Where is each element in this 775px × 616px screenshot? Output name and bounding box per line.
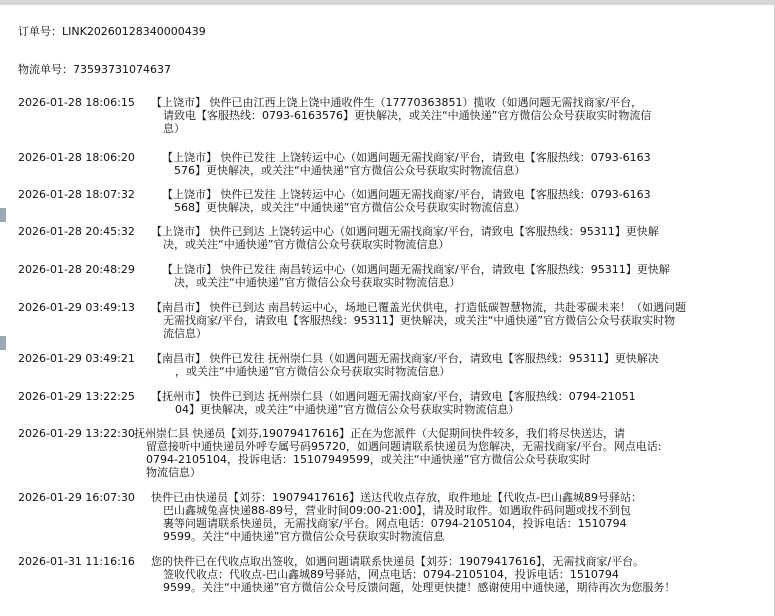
waybill-number-label: 物流单号： xyxy=(18,63,73,76)
event-time: 2026-01-28 18:07:32 xyxy=(18,188,135,201)
event-description-line: 裹等问题请联系快递员，无需找商家/平台。网点电话：0794-2105104，投诉电话：1510794 xyxy=(163,517,627,530)
left-edge-tab xyxy=(0,336,6,350)
event-description xyxy=(151,225,659,251)
waybill-number-value: 73593731074637 xyxy=(73,63,171,76)
event-description-line: 576】更快解决，或关注“中通快递”官方微信公众号获取实时物流信息） xyxy=(174,164,526,177)
event-description-line: 568】更快解决，或关注“中通快递”官方微信公众号获取实时物流信息） xyxy=(174,201,526,214)
event-description-line: 【上饶市】 快件已由江西上饶上饶中通收件生（17770363851）揽收（如遇问题无需找商家/平台， xyxy=(151,96,643,109)
top-border xyxy=(0,0,775,5)
event-description-line: 0794-2105104，投诉电话：15107949599，或关注“中通快递”官方微信公众号获取实时 xyxy=(146,453,591,466)
event-time: 2026-01-28 18:06:15 xyxy=(18,96,135,109)
event-description-line: 【上饶市】 快件已发往 上饶转运中心（如遇问题无需找商家/平台，请致电【客服热线：0793-6163 xyxy=(162,151,651,164)
event-time: 2026-01-29 03:49:13 xyxy=(18,301,135,314)
event-description-line: 04】更快解决，或关注“中通快递”官方微信公众号获取实时物流信息） xyxy=(175,403,520,416)
event-description-line: 签收代收点：代收点-巴山鑫城89号驿站，网点电话：0794-2105104，投诉电话：1510794 xyxy=(163,568,619,581)
event-description-line: 9599。关注“中通快递”官方微信公众号获取实时物流信息 xyxy=(163,530,445,543)
order-number-row xyxy=(18,25,206,39)
event-description xyxy=(151,352,659,378)
event-time: 2026-01-29 03:49:21 xyxy=(18,352,135,365)
event-description xyxy=(162,151,651,177)
event-time: 2026-01-29 13:22:25 xyxy=(18,390,135,403)
event-description xyxy=(134,427,661,479)
event-description-line: 【上饶市】 快件已发往 上饶转运中心（如遇问题无需找商家/平台，请致电【客服热线：0793-6163 xyxy=(162,188,651,201)
event-description-line: 决，或关注“中通快递”官方微信公众号获取实时物流信息） xyxy=(174,276,461,289)
event-description xyxy=(151,491,642,543)
event-description-line: 物流信息） xyxy=(146,466,201,479)
event-description-line: 留意接听中通快递员外呼专属号码95720，如遇问题请联系快递员为您解决，无需找商家/平台。网点电话: xyxy=(146,440,662,453)
event-description-line: 息） xyxy=(163,122,185,135)
left-edge-tab xyxy=(0,208,6,222)
waybill-number-row xyxy=(18,63,171,77)
event-description-line: 快件已由快递员【刘芬：19079417616】送达代收点存放，取件地址【代收点-巴山鑫城89号驿站： xyxy=(151,491,642,504)
event-time: 2026-01-29 13:22:30 xyxy=(18,427,135,440)
order-number-value: LINK20260128340000439 xyxy=(62,25,206,38)
event-description xyxy=(151,301,686,340)
event-description-line: 【抚州市】 快件已到达 抚州崇仁县（如遇问题无需找商家/平台，请致电【客服热线：0794-21051 xyxy=(151,390,636,403)
event-time: 2026-01-28 20:48:29 xyxy=(18,263,135,276)
event-description-line: 【上饶市】 快件已发往 南昌转运中心（如遇问题无需找商家/平台，请致电【客服热线：95311】更快解 xyxy=(162,263,670,276)
event-description xyxy=(162,188,651,214)
event-description-line: ，或关注“中通快递”官方微信公众号获取实时物流信息） xyxy=(175,365,451,378)
order-number-label: 订单号： xyxy=(18,25,62,38)
event-description-line: 【上饶市】 快件已到达 上饶转运中心（如遇问题无需找商家/平台，请致电【客服热线：95311】更快解 xyxy=(151,225,659,238)
event-description-line: 决，或关注“中通快递”官方微信公众号获取实时物流信息） xyxy=(163,238,450,251)
event-description-line: 流信息） xyxy=(163,327,207,340)
event-description xyxy=(151,390,636,416)
event-description-line: 无需找商家/平台，请致电【客服热线：95311】更快解决，或关注“中通快递”官方微信公众号获取实时物 xyxy=(163,314,676,327)
event-description-line: 【南昌市】 快件已发往 抚州崇仁县（如遇问题无需找商家/平台，请致电【客服热线：95311】更快解决 xyxy=(151,352,659,365)
event-description-line: 抚州崇仁县 快递员【刘芬,19079417616】正在为您派件（大促期间快件较多，我们将尽快送达，请 xyxy=(134,427,625,440)
event-description xyxy=(162,263,670,289)
event-time: 2026-01-28 18:06:20 xyxy=(18,151,135,164)
event-description-line: 请致电【客服热线：0793-6163576】更快解决，或关注“中通快递”官方微信公众号获取实时物流信 xyxy=(163,109,652,122)
event-description-line: 您的快件已在代收点取出签收，如遇问题请联系快递员【刘芬：19079417616】，无需找商家/平台。 xyxy=(151,555,645,568)
event-time: 2026-01-29 16:07:30 xyxy=(18,491,135,504)
event-description-line: 巴山鑫城兔喜快递88-89号，营业时间09:00-21:00】，请及时取件。如遇取件码问题或找不到包 xyxy=(163,504,631,517)
event-description-line: 【南昌市】 快件已到达 南昌转运中心，场地已覆盖光伏供电，打造低碳智慧物流，共赴零碳未来！（如遇问题 xyxy=(151,301,686,314)
event-description xyxy=(151,96,651,135)
event-description xyxy=(151,555,675,594)
event-time: 2026-01-31 11:16:16 xyxy=(18,555,135,568)
event-description-line: 9599。关注“中通快递”官方微信公众号反馈问题，处理更快捷！感谢使用中通快递，期待再次为您服务！ xyxy=(163,581,676,594)
event-time: 2026-01-28 20:45:32 xyxy=(18,225,135,238)
